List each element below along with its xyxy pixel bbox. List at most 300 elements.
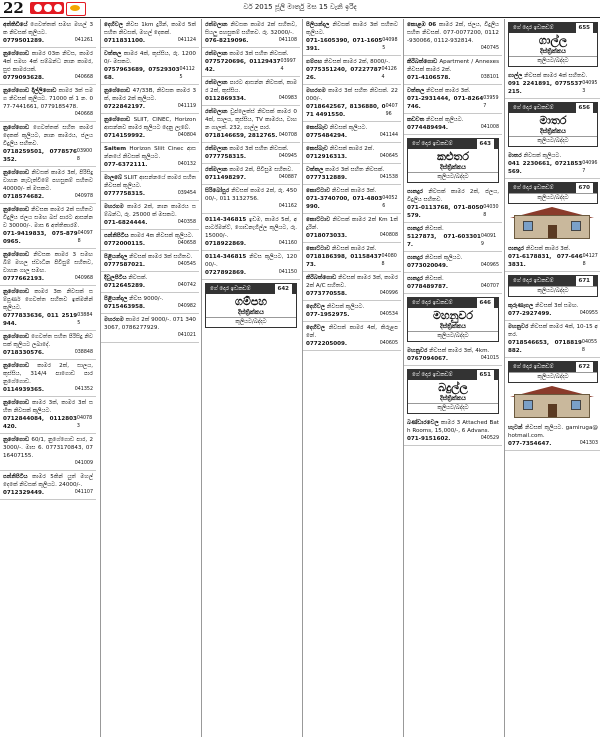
ad-text: නිවසක් කාමර 2ක්. [331,246,377,252]
ad-location: පන්නිපිටිය [104,233,129,239]
ad-code: 041021 [177,333,196,338]
ad-text: නිවසක් කුලියට. [326,304,365,310]
ad-location: බණ්ඩාරවෙල [407,420,439,426]
section-banner-kandy: ගේ දොර ඉඩකඩම් 646 මහනුවර දිස්ත්‍රික්කය කුලියට/බද්දට [407,297,499,342]
classified-ad [202,19,300,48]
classified-ad [0,167,96,204]
ad-text: 60/1, නුගේගොඩ පාර, 23000/-. මාස 6. 0773170843, 0716407155. [3,437,94,459]
ad-phone: 0777758315. [104,191,146,197]
ad-text: SLIIT ආසන්නයේ කාමර සහිත නිවසක් කුලියට. [104,175,197,189]
ad-code: 041162 [278,204,297,209]
ad-code: 041261 [74,38,93,43]
ad-text: නිවසක කාමර 3 සමඟ බිම් මහල ස්වාධීන පිවිසුම් සහිතව, වාහන ගාල සමඟ. [3,252,93,274]
ad-location: නුගේගොඩ [3,400,30,406]
ad-location: පානදුර [407,255,424,261]
ad-code: 040955 [579,311,598,316]
classified-ad [101,85,199,114]
ad-text: ගෙවත්ත සහිත පිරිසිදු නිවසක් කුලියට ලබාදේ. [3,334,94,348]
ad-location: රත්මලාන [205,109,228,115]
classified-ad [101,114,199,143]
ad-phone: 0777758315. [205,154,247,160]
ad-code: 041160 [278,241,297,246]
ad-location: නුගේගොඩ [104,88,131,94]
classified-ad [404,273,502,294]
ad-location: නුගේගොඩ [3,207,30,213]
ad-code: 041144 [379,133,398,138]
ad-phone: 071-6178831, 077-6463831. [508,254,583,268]
issue-date: වර් 2015 ජූලි මාර්තු මස 15 වැනි ඉරිද [243,3,357,11]
classified-ad [303,301,401,322]
ad-phone: 0773770558. [306,291,348,297]
classified-ad [303,143,401,164]
ad-location: ගම්පහ [306,59,323,65]
ad-text: කාමර 3ක්, කාමර 3ක් සහිත නිවසක් කුලියට. [3,400,93,414]
column-5 [403,19,502,737]
ad-code: 040534 [379,312,398,317]
ad-text: ඉඩම, කාමර 5ක්, අපාර්ට්මන්ට්, ගොඩනැගිල්ල කුලියට, රු.15000/-. [205,217,298,239]
ad-location: මහරගම [104,317,124,323]
column-4 [302,19,401,737]
ad-text: නිවසක් කාමර 3ක් සහිතව කුලියට. [306,22,398,36]
ad-code: 040745 [480,46,499,51]
ad-location: ගාල්ල [508,73,523,79]
ad-text: නිවසක් කුලියට. [523,153,562,159]
classified-ad [101,19,199,48]
ad-location: නුගේගොඩ [3,252,30,258]
ad-code: 041008 [480,125,499,130]
classified-ad [101,230,199,251]
ad-location: පිළියන්දල [104,296,128,302]
ad-phone: 0777662193. [3,276,45,282]
ad-text: නිවසක් කාමර 3ක්. [426,88,471,94]
ad-code: 040808 [379,233,398,238]
column-6-ads-b [505,150,600,179]
ad-code: 039008 [76,149,93,162]
classified-ad [101,172,199,201]
ad-code: 041538 [379,175,398,180]
classified-ad [0,19,96,48]
house-illustration-2 [508,386,598,420]
ad-text: කාමර 4ක්, කුස්සිය, රු. 12000/- මසකට. [104,51,196,65]
ad-text: නිවසක් කුලියට. [329,125,368,131]
ad-text: නිවසක් කාමර 4ක්, කිරුළපනේ. [306,325,398,339]
classified-ad [404,186,502,223]
ad-location: පිලියන්දල [306,22,330,28]
page-header [0,0,600,18]
section-banner-galle: ගේ දොර ඉඩකඩම් 655 ගාල්ල දිස්ත්‍රික්කය කුලියට/බද්දට [508,22,598,67]
ad-code: 040132 [177,162,196,167]
ad-location: පානදුර [407,189,424,195]
ad-code: 040558 [581,340,598,353]
ad-text: කාමර 2ක් 9000/-. 071 3403067, 0786277929. [104,317,196,331]
ad-code: 040887 [278,175,297,180]
ad-text: කාමර 3ක නිවසක් සම්පූර්ණ ගෙවත්ත සහිතව ඉක්මනින් කුලියට. [3,289,93,311]
ad-text: නිවසක් කුලියට. [424,255,463,261]
ad-code: 040783 [76,416,93,429]
classified-ad [303,322,401,351]
ad-phone: 0712645289. [104,283,146,289]
classified-ad [404,252,502,273]
ad-location: මාතර [508,153,522,159]
ad-location: අත්තිඩියේ [3,22,28,28]
classified-ad [0,122,96,167]
ad-text: කාමර 4ක නිවසක් කුලියට. [130,233,194,239]
ad-phone: 0718186398, 0115843773. [306,254,382,268]
ad-code: 040796 [385,104,398,117]
classified-ad [202,106,300,143]
ad-location: පානදුර [407,276,424,282]
ad-text: නිවස 9000/-. [129,296,164,302]
ad-location: දෙහිවල [306,325,325,331]
ad-text: ඩුප්ලෙක්ස් නිවසක් කාමර 04ක්, සාලය, කුස්සිය, TV කාමරය, වාහන ගාලක්. 232, ගාල්ල පාර. [205,109,297,131]
ad-phone: 0718146659, 2812765. [205,133,278,139]
classified-ad [303,214,401,243]
classified-ad [303,185,401,214]
ad-phone: 0715463958. [104,304,146,310]
ad-phone: 0775720696, 0112943742. [205,59,281,73]
ad-code: 040742 [177,283,196,288]
classified-ad [0,471,96,500]
ad-code: 041107 [74,490,93,495]
ad-code: 041009 [74,461,93,466]
page-number: 22 [3,0,24,17]
ad-text: පාරට ආසන්න නිවසක්, කාමර 2ක්, කුස්සිය. [205,80,297,94]
ad-location: පානදුර [407,226,424,232]
ad-phone: 071-2931444, 071-8264746. [407,96,484,110]
ad-code: 041125 [179,67,195,80]
classified-ad [101,293,199,314]
ad-location: දෙහිවල [104,22,123,28]
classified-ad [101,48,199,85]
classified-ad [303,243,401,272]
ad-code: 041352 [74,387,93,392]
ad-code: 041119 [177,104,196,109]
ad-location: කොට්ටාව [306,246,331,252]
ad-location: නුගේගොඩ [3,51,30,57]
classified-ad [404,56,502,85]
ad-text: නිවසක් කාමර 2ක්. [329,146,375,152]
ad-phone: 5127873, 071-6033017. [407,234,481,248]
classified-ad [303,164,401,185]
classified-ad [202,77,300,106]
column-3-ads [202,19,300,280]
ad-location: පානදුර [508,246,525,252]
ad-code: 041150 [278,270,297,275]
ad-location: නුගේගොඩ [3,334,30,340]
classified-ad [0,204,96,249]
ad-code: 040358 [177,220,196,225]
ad-phone: 071-3740700, 071-4803990. [306,196,383,210]
classified-ad [505,243,600,272]
ad-location: වත්තල [104,51,122,57]
classified-ad [505,300,600,321]
ad-phone: 0718642567, 8136880, 071 4491550. [306,104,386,118]
ad-location: මහනුවර [407,348,428,354]
ad-phone: 041 2230661, 0721853569. [508,161,583,175]
ad-code: 040965 [480,263,499,268]
ad-location: කඩවත [407,117,425,123]
ad-location: නුගේගොඩ [3,125,30,131]
ad-text: නිවසක් කාමර 3ක්, කාමර 2ක් A/C සහිතව. [306,275,398,289]
ad-location: නුගේගොඩ [104,117,131,123]
ad-code: 040985 [382,38,398,51]
ad-code: 040953 [582,81,598,94]
ad-location: කොට්ටාව [306,188,331,194]
ad-phone: 0712916313. [306,154,348,160]
ad-text: නිවසක් 3ක් සමඟ. [535,303,579,309]
ad-phone: 0711831100. [104,38,146,44]
ad-location: නුගේගොඩ [3,170,30,176]
ad-text: නිවසක් කුලියට. gamiruga@hotmail.com. [508,425,598,439]
ad-text: නිවසක්. [128,275,148,281]
ad-code: 040668 [74,112,93,117]
ad-text: කාමර 5කින් යුත් මහල් දෙකේ නිවසක් කුලියට. 24000/-. [3,474,93,488]
column-1 [0,19,96,737]
ad-location: නුගේගොඩ [3,289,30,295]
ad-location: කිරිබත්ගොඩ [306,275,337,281]
ad-text: කාමර 03ක නිවස, කාමර 4ක් සමඟ 4ක් සම්බන්ධ නාන කාමර, සුළු කාමරයක්. [3,51,93,73]
ad-code: 040967 [582,161,598,174]
ad-text: කාමර 3ක් සහිත නිවසක්. [229,51,289,57]
section-banner-matara: ගේ දොර ඉඩකඩම් 656 මාතර දිස්ත්‍රික්කය කුලියට/බද්දට [508,102,598,147]
column-2 [100,19,199,737]
ad-phone: 0777312889. [306,175,348,181]
ad-text: කාමර 2ක්, නාන කාමරය සම්බන්ධ, රු. 25000 ක් මසකට. [104,204,196,218]
ad-text: නිවසක්. [424,276,444,282]
column-5-ads-b [404,186,502,294]
ad-text: කාමර 2ක්, සාලය, කුස්සිය, 314/4 පාගොඩ පාර නුගේගොඩ. [3,363,94,385]
column-5-ads-c [404,345,502,366]
classified-ad [404,19,502,56]
ad-phone: 0718330576. [3,350,45,356]
ad-text: නිවස 1km දුරින්, කාමර 5ක් සහිත නිවසක්, මහල් දෙකක්. [104,22,197,36]
ad-code: 040808 [381,254,397,267]
ad-phone: 0114939365. [3,387,45,393]
ad-code: 040978 [74,194,93,199]
ad-code: 039454 [177,191,196,196]
ad-phone: 0712329449. [3,490,45,496]
ad-location: නුගේගොඩ [3,363,30,369]
ad-phone: 071-4106578. [407,75,451,81]
section-banner-670: ගේ දොර ඉඩකඩම් 670 කුලියට/බද්දට [508,182,598,204]
ad-location: පන්නිපිටිය [3,474,28,480]
ad-phone: 0757963689, 0752930368. [104,67,180,81]
ad-location: කොට්ටාව [306,217,331,223]
classified-ad [404,114,502,135]
ad-text: නිවසක් කාමර 4ක්, 10-15 අතර. [508,324,598,338]
ad-location: වත්තල [306,167,324,173]
classified-ad [101,251,199,272]
ad-location: පිළියන්දල [104,254,128,260]
ad-phone: 0727892869. [205,270,247,276]
classified-ad [505,422,600,451]
ad-code: 040545 [177,262,196,267]
ad-code: 040526 [382,196,398,209]
ad-text: නිවසක් කාමර 2ක්, ජලය, විදුලිය සහිතව. [407,189,499,203]
ad-phone: 0779093628. [3,75,45,81]
column-6 [504,19,600,737]
classified-ad [101,314,199,343]
ad-phone: 0718073033. [306,233,348,239]
ad-phone: 076-8219096. [205,38,249,44]
classified-ad [404,85,502,114]
column-5-ads-a [404,19,502,135]
ad-phone: 071-9151602. [407,436,451,442]
ad-text: කාමර 3ක් සහිත නිවසක්. 22000/-. [306,88,398,102]
ad-code: 041278 [582,254,598,267]
classified-ad [0,360,96,397]
ad-location: මහරගම [306,88,326,94]
ad-text: කාමර 2ක්, පිවිසුම සහිතව. [229,167,293,173]
ad-location: 0114-346815 [205,217,247,223]
classified-ad [101,272,199,293]
house-illustration [508,207,598,241]
ad-text: කාමර 3ක් සමග නිවසක් කුලියට. 71000 ක් 1 න. 077-7441661, 0779185478. [3,88,93,110]
ad-code: 039597 [483,96,499,109]
column-3 [201,19,300,737]
classified-ad [101,201,199,230]
classified-ad [505,321,600,358]
classified-ad [303,272,401,301]
ad-phone: 071-0113768, 071-8050579. [407,205,484,219]
ad-text: නිවසක් කාමර 4ක් සහිතව. [524,73,588,79]
classified-ad [0,249,96,286]
ad-code: 040978 [77,231,93,244]
ad-code: 038848 [74,350,93,355]
ad-location: කුරුණෑගල [508,303,534,309]
classified-ad [303,85,401,122]
ad-code: 041015 [480,356,499,361]
ad-code: 039974 [280,59,296,72]
classified-ad [505,70,600,99]
ad-phone: 077-1952975. [306,312,350,318]
classified-ad [202,214,300,251]
ad-code: 041108 [278,38,297,43]
ad-phone: 0775484294. [306,133,348,139]
ad-text: නිවසක් කාමර 3ක්, පිරිසිදු වාහන නැවැත්වීමේ පහසුකම් සහිතව 40000/- ක් මසකට. [3,170,94,192]
ad-location: කෙස්බෑව [306,146,328,152]
section-banner-kalutara: ගේ දොර ඉඩකඩම් 643 කළුතර දිස්ත්‍රික්කය කුලියට/බද්දට [407,138,499,183]
ad-location: වත්තල [407,88,425,94]
ad-text: ගෙවත්තක් සමඟ මහල් 3ක නිවසක් කුලියට. [3,22,94,36]
column-6-ads-e [505,422,600,451]
ad-code: 040605 [379,341,398,346]
classified-ad [101,143,199,172]
classified-ad [202,48,300,77]
classified-ad [505,150,600,179]
ad-code: 038101 [480,75,499,80]
ad-location: Saitem [104,146,127,152]
ad-text: කාමර 3ක් සහිත නිවසක්. [325,167,385,173]
ad-code: 040308 [483,205,499,218]
classified-ad [0,286,96,331]
ad-phone: 0767094067. [407,356,449,362]
ad-code: 041124 [177,38,196,43]
ad-phone: 071-1605390, 071-1605391. [306,38,383,52]
classified-ad [404,417,502,446]
ad-phone: 0112869334. [205,96,247,102]
ad-phone: 0779501289. [3,38,45,44]
ad-location: නුගේගොඩ දිල්ලිගොඩ [3,88,57,94]
ad-text: කාමර 3 Attached Bath Rooms, 15,000/-, 6 Advans. [407,420,499,434]
ad-phone: 0775351240, 0722778726. [306,67,382,81]
ad-code: 040919 [480,234,497,247]
classified-ad [202,164,300,185]
ad-phone: 0774489494. [407,125,449,131]
classified-ad [0,85,96,122]
ad-phone: 0712844084, 0112803420. [3,416,77,430]
ad-phone: 0711498297. [205,175,247,181]
ad-phone: 0714159992. [104,133,146,139]
ad-location: රත්මලාන [205,22,228,28]
ad-location: නුගේගොඩ [3,437,30,443]
classified-ad [0,434,96,471]
section-banner-672: ගේ දොර ඉඩකඩම් 672 කුලියට/බද්දට [508,361,598,383]
ad-text: නිවසක් කාමර 3ක්. [331,188,377,194]
ad-code: 040658 [177,241,196,246]
ad-text: Apartment / Annexes නිවසක් කාමර 2ක්. [407,59,500,73]
ad-text: කාමර 2ක්, ජලය, විදුලිය සහිත නිවසක්. 077-0077200, 0112-930066, 0112-932814. [407,22,499,44]
ad-code: 040983 [278,96,297,101]
ad-phone: 0772000115. [104,241,146,247]
ad-text: නිවසක් කාමර 3ක් සහිතව. [129,254,193,260]
ad-location: රත්මලාන [205,51,228,57]
ad-code: 040668 [74,75,93,80]
ad-text: 47/33B, නිවසක කාමර 3ක්, කාමර 2ක් කුලියට. [104,88,197,102]
ad-phone: 071-9419833, 075-8790965. [3,231,78,245]
ad-text: නිවස කුලියට, 12000/-. [205,254,297,268]
ad-code: 041264 [381,67,397,80]
ad-text: නිවසක කාමර 2ක් සහිතව, සියලු පහසුකම් සහිතව. රු. 32000/-. [205,22,297,36]
ad-phone: 0722842197. [104,104,146,110]
ad-text: කාමර 3ක් සහිත නිවසක්. [229,146,289,152]
ad-text: නිවසක් කාමර 3ක්, 4km. [429,348,490,354]
ad-code: 040708 [278,133,297,138]
ad-phone: 0718922869. [205,241,247,247]
ad-text: නිවසක් කාමර 2ක් Km 1ක් දුරින්. [306,217,399,231]
ad-location: දෙහිවල [306,304,325,310]
classified-ad [202,251,300,280]
classified-ad [0,397,96,434]
ad-location: මාලබේ [104,175,122,181]
ad-text: SLIIT, CINEC, Horizon ආසන්නව කාමර කුලියට දෙනු ලැබේ. [104,117,197,131]
column-5-ads-d [404,417,502,446]
ad-location: රත්මලාන [205,146,228,152]
ad-phone: 071-6824444. [104,220,148,226]
ad-location: කෙස්බෑව [306,125,328,131]
classified-ad [0,48,96,85]
ad-text: නිවසක් කාමර 2ක්, 8000/-. [324,59,391,65]
classified-ad [303,56,401,85]
classified-ad [0,331,96,360]
classified-ad [404,345,502,366]
ad-phone: 0778489787. [407,284,449,290]
ad-location: මහනුවර [508,324,529,330]
ad-text: නිවසක් කුලියට. [426,117,464,123]
ad-code: 040968 [74,276,93,281]
ad-code: 040945 [278,154,297,159]
ad-code: 040707 [480,284,499,289]
section-banner-gampaha: ගේ දොර ඉඩකඩම් 642 ගම්පහ දිස්ත්‍රික්කය කුලියට/බද්දට [205,283,297,328]
ad-code: 041303 [579,441,598,446]
section-banner-badulla: ගේ දොර ඉඩකඩම් 651 බදුල්ල දිස්ත්‍රික්කය කුලියට/බද්දට [407,369,499,414]
column-6-ads-a [505,70,600,99]
ad-location: හැටන් [508,425,523,431]
ad-phone: 0777833636, 011 2519944. [3,313,78,327]
ad-location: කොළඹ 06 [407,22,437,28]
ad-code: 040645 [379,154,398,159]
ad-location: 0114-346815 [205,254,247,260]
